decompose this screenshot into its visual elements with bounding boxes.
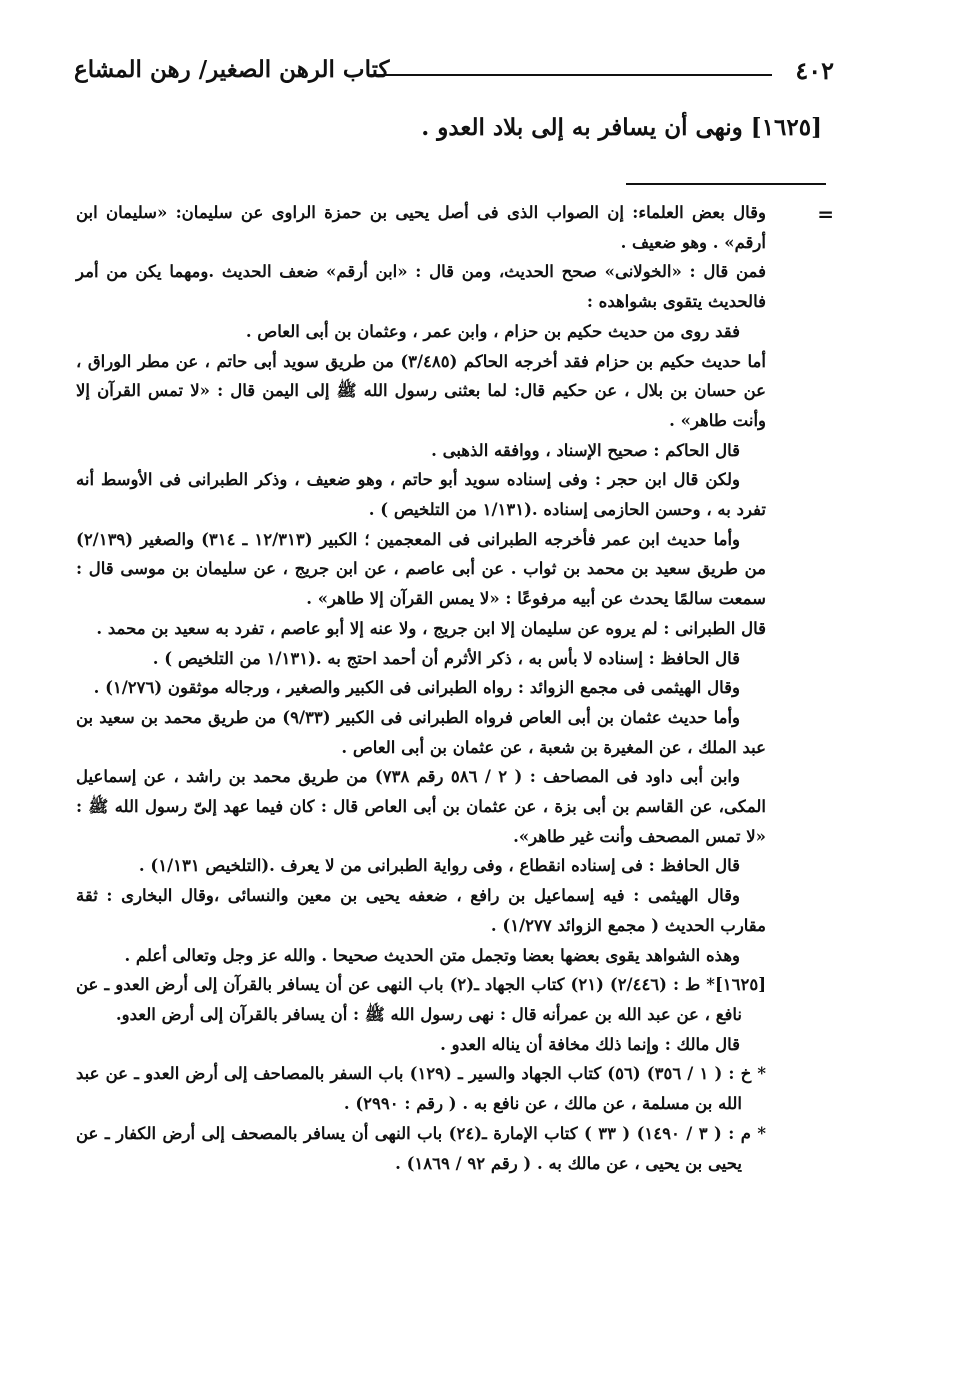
page-header [74, 56, 834, 96]
note-paragraph: ولكن قال ابن حجر : وفى إسناده سويد أبو حاتم ، وهو ضعيف ، وذكر الطبرانى فى الأوسط أنه تفرد به ، وحسن الحازمى إسناده .(١/١٣١ من التلخيص ) . [76, 470, 766, 520]
note-paragraph: فقد روى من حديث حكيم بن حزام ، وابن عمر ، وعثمان بن أبى العاص . [245, 321, 740, 341]
note-paragraph: قال الحافظ : إسناده لا بأس به ، ذكر الأثرم أن أحمد احتج به .(١/١٣١ من التلخيص ) . [152, 648, 740, 668]
page-number: ٤٠٢ [795, 56, 834, 85]
note-paragraph: فمن قال : «الخولانى» صحح الحديث، ومن قال : «ابن أرقم» ضعف الحديث .ومهما يكن من أمر فالحديث يتقوى بشواهده : [76, 262, 766, 312]
note-paragraph: وهذه الشواهد يقوى بعضها بعضا وتجمل متن الحديث صحيحا . والله عز وجل وتعالى أعلم . [124, 945, 740, 965]
source-paragraph: [١٦٢٥]* ط : (٢/٤٤٦) (٢١) كتاب الجهاد ـ(٢) باب النهى عن أن يسافر بالقرآن إلى أرض العدو ـ عن نافع ، عن عبد الله بن عمرأنه قال : نهى رسول الله ﷺ : أن يسافر بالقرآن إلى أرض العدو. [76, 975, 767, 1024]
note-paragraph: أما حديث حكيم بن حزام فقد أخرجه الحاكم (٣/٤٨٥) من طريق سويد أبى حاتم ، عن مطر الوراق ، عن حسان بن بلال ، عن حكيم قال: لما بعثنى رسول الله ﷺ إلى اليمن قال : «لا تمس القرآن إلا وأنت طاهر» . [76, 351, 766, 430]
source-paragraph: قال مالك : وإنما ذلك مخافة أن يناله العدو . [440, 1034, 740, 1054]
note-paragraph: قال الحافظ : فى إسناده انقطاع ، وفى رواية الطبرانى من لا يعرف .(التلخيص ١/١٣١) . [138, 856, 740, 876]
note-paragraph: وقال الهيثمى فى مجمع الزوائد : رواه الطبرانى فى الكبير والصغير ، ورجاله موثقون (١/٢٧٦) . [93, 678, 740, 698]
note-paragraph: وقال الهيثمى : فيه إسماعيل بن رافع ، ضعفه يحيى بن معين والنسائى ،وقال البخارى : ثقة مقارب الحديث ( مجمع الزوائد ١/٢٧٧) . [76, 886, 766, 935]
note-paragraph: قال الطبرانى : لم يروه عن سليمان إلا ابن جريج ، ولا عنه إلا أبو عاصم ، تفرد به سعيد بن محمد . [96, 618, 766, 638]
note-paragraph: وابن أبى داود فى المصاحف : ( ٢ / ٥٨٦ رقم ٧٣٨) من طريق محمد بن راشد ، عن إسماعيل المكى، عن القاسم بن أبى بزة ، عن عثمان بن أبى العاص قال : كان فيما عهد إلىّ رسول الله ﷺ : «لا تمس المصحف وأنت غير طاهر». [76, 767, 766, 846]
source-paragraph: * م : ( ٣ / ١٤٩٠) ( ٣٣ ) كتاب الإمارة ـ(٢٤) باب النهى أن يسافر بالمصحف إلى أرض الكفار ـ عن يحيى بن يحيى ، عن مالك به . ( رقم ٩٢ / ١٨٦٩) . [76, 1123, 766, 1173]
note-paragraph: وأما حديث عثمان بن أبى العاص فرواه الطبرانى فى الكبير (٩/٣٣) من طريق محمد بن سعيد بن عبد الملك ، عن المغيرة بن شعبة ، عن عثمان بن أبى العاص . [76, 707, 766, 757]
note-paragraph: وقال بعض العلماء: إن الصواب الذى فى أصل يحيى بن حمزة الراوى عن سليمان: «سليمان ابن أرقم» . وهو ضعيف . [76, 203, 766, 252]
footnote-rule [626, 183, 826, 185]
hadith-text: [١٦٢٥] ونهى أن يسافر به إلى بلاد العدو . [421, 114, 822, 141]
continuation-marker: = [817, 202, 834, 226]
header-rule [370, 74, 772, 76]
source-paragraph: * خ : ( ١ / ٣٥٦) (٥٦) كتاب الجهاد والسير ـ (١٢٩) باب السفر بالمصاحف إلى أرض العدو ـ عن عبد الله بن مسلمة ، عن مالك ، عن نافع به . ( رقم : ٢٩٩٠) . [76, 1064, 767, 1114]
footnotes [76, 198, 766, 1178]
note-paragraph: وأما حديث ابن عمر فأخرجه الطبرانى فى المعجمين ؛ الكبير (١٢/٣١٣ ـ ٣١٤) والصغير (٢/١٣٩) من طريق سعيد بن محمد بن ثواب . عن أبى عاصم ، عن ابن جريج ، عن سليمان بن موسى قال : سمعت سالمًا يحدث عن أبيه مرفوعًا : «لا يمس القرآن إلا طاهر» . [76, 529, 766, 609]
running-title: كتاب الرهن الصغير/ رهن المشاع [74, 56, 390, 83]
note-paragraph: قال الحاكم : صحيح الإسناد ، ووافقه الذهبى . [431, 440, 740, 460]
